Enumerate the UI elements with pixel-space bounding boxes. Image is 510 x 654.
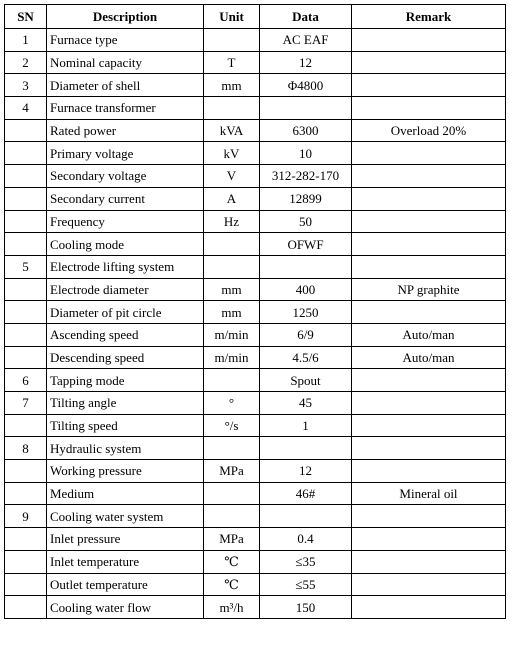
- cell-data: [260, 505, 352, 528]
- cell-description: Cooling water system: [47, 505, 204, 528]
- cell-description: Nominal capacity: [47, 51, 204, 74]
- cell-description: Hydraulic system: [47, 437, 204, 460]
- cell-description: Cooling mode: [47, 233, 204, 256]
- cell-remark: [352, 74, 506, 97]
- table-row: [5, 29, 506, 52]
- cell-remark: [352, 528, 506, 551]
- cell-remark: [352, 255, 506, 278]
- cell-unit: m/min: [204, 323, 260, 346]
- cell-description: Inlet temperature: [47, 550, 204, 573]
- cell-unit: Hz: [204, 210, 260, 233]
- cell-unit: kV: [204, 142, 260, 165]
- table-body: [5, 29, 506, 619]
- cell-unit: [204, 437, 260, 460]
- cell-sn: [5, 460, 47, 483]
- cell-sn: [5, 278, 47, 301]
- cell-description: Descending speed: [47, 346, 204, 369]
- cell-sn: 1: [5, 29, 47, 52]
- table-row: [5, 278, 506, 301]
- cell-data: 12899: [260, 187, 352, 210]
- cell-data: ≤35: [260, 550, 352, 573]
- cell-unit: [204, 505, 260, 528]
- cell-unit: ℃: [204, 573, 260, 596]
- table-row: [5, 369, 506, 392]
- cell-sn: [5, 301, 47, 324]
- cell-description: Outlet temperature: [47, 573, 204, 596]
- cell-description: Diameter of shell: [47, 74, 204, 97]
- cell-sn: [5, 323, 47, 346]
- cell-sn: [5, 187, 47, 210]
- cell-remark: NP graphite: [352, 278, 506, 301]
- table-row: [5, 414, 506, 437]
- table-row: [5, 187, 506, 210]
- table-row: [5, 392, 506, 415]
- cell-data: [260, 437, 352, 460]
- spec-table: [4, 4, 506, 619]
- cell-description: Inlet pressure: [47, 528, 204, 551]
- cell-data: 150: [260, 596, 352, 619]
- cell-description: Furnace transformer: [47, 97, 204, 120]
- cell-description: Rated power: [47, 119, 204, 142]
- cell-unit: m³/h: [204, 596, 260, 619]
- cell-data: 312-282-170: [260, 165, 352, 188]
- cell-remark: [352, 233, 506, 256]
- cell-unit: °: [204, 392, 260, 415]
- cell-remark: Overload 20%: [352, 119, 506, 142]
- cell-description: Cooling water flow: [47, 596, 204, 619]
- cell-description: Tilting angle: [47, 392, 204, 415]
- cell-unit: [204, 255, 260, 278]
- table-row: [5, 301, 506, 324]
- cell-description: Tapping mode: [47, 369, 204, 392]
- cell-sn: 4: [5, 97, 47, 120]
- cell-description: Secondary current: [47, 187, 204, 210]
- cell-remark: [352, 460, 506, 483]
- cell-unit: MPa: [204, 528, 260, 551]
- cell-data: 1250: [260, 301, 352, 324]
- cell-sn: [5, 346, 47, 369]
- cell-data: ≤55: [260, 573, 352, 596]
- cell-data: Φ4800: [260, 74, 352, 97]
- cell-unit: mm: [204, 301, 260, 324]
- table-row: [5, 142, 506, 165]
- table-row: [5, 550, 506, 573]
- cell-description: Electrode diameter: [47, 278, 204, 301]
- table-row: [5, 323, 506, 346]
- cell-unit: kVA: [204, 119, 260, 142]
- cell-remark: [352, 51, 506, 74]
- cell-unit: m/min: [204, 346, 260, 369]
- cell-data: Spout: [260, 369, 352, 392]
- cell-data: 6/9: [260, 323, 352, 346]
- cell-data: [260, 255, 352, 278]
- cell-remark: [352, 573, 506, 596]
- cell-sn: [5, 528, 47, 551]
- cell-remark: [352, 165, 506, 188]
- cell-data: AC EAF: [260, 29, 352, 52]
- cell-remark: [352, 97, 506, 120]
- cell-sn: [5, 550, 47, 573]
- cell-sn: [5, 573, 47, 596]
- cell-data: 12: [260, 51, 352, 74]
- cell-description: Frequency: [47, 210, 204, 233]
- cell-description: Furnace type: [47, 29, 204, 52]
- cell-remark: Auto/man: [352, 323, 506, 346]
- table-row: [5, 97, 506, 120]
- cell-sn: [5, 233, 47, 256]
- table-row: [5, 437, 506, 460]
- cell-data: 6300: [260, 119, 352, 142]
- cell-sn: [5, 142, 47, 165]
- cell-description: Primary voltage: [47, 142, 204, 165]
- cell-sn: [5, 482, 47, 505]
- cell-unit: °/s: [204, 414, 260, 437]
- cell-unit: A: [204, 187, 260, 210]
- cell-description: Working pressure: [47, 460, 204, 483]
- cell-remark: [352, 414, 506, 437]
- table-row: [5, 119, 506, 142]
- cell-remark: [352, 29, 506, 52]
- cell-remark: Mineral oil: [352, 482, 506, 505]
- cell-unit: T: [204, 51, 260, 74]
- cell-unit: MPa: [204, 460, 260, 483]
- cell-remark: [352, 437, 506, 460]
- cell-data: 400: [260, 278, 352, 301]
- cell-sn: 9: [5, 505, 47, 528]
- cell-description: Medium: [47, 482, 204, 505]
- cell-description: Tilting speed: [47, 414, 204, 437]
- cell-sn: [5, 414, 47, 437]
- cell-remark: [352, 301, 506, 324]
- table-row: [5, 505, 506, 528]
- table-row: [5, 596, 506, 619]
- table-row: [5, 74, 506, 97]
- cell-remark: Auto/man: [352, 346, 506, 369]
- table-row: [5, 51, 506, 74]
- cell-description: Ascending speed: [47, 323, 204, 346]
- table-row: [5, 346, 506, 369]
- cell-sn: [5, 596, 47, 619]
- cell-sn: 6: [5, 369, 47, 392]
- cell-description: Secondary voltage: [47, 165, 204, 188]
- cell-sn: 5: [5, 255, 47, 278]
- cell-data: 0.4: [260, 528, 352, 551]
- cell-sn: [5, 210, 47, 233]
- cell-data: 46#: [260, 482, 352, 505]
- table-row: [5, 482, 506, 505]
- cell-unit: [204, 233, 260, 256]
- cell-remark: [352, 369, 506, 392]
- header-unit: Unit: [204, 5, 260, 29]
- header-sn: SN: [5, 5, 47, 29]
- cell-remark: [352, 596, 506, 619]
- header-description: Description: [47, 5, 204, 29]
- cell-data: 12: [260, 460, 352, 483]
- cell-data: [260, 97, 352, 120]
- table-row: [5, 210, 506, 233]
- cell-unit: [204, 29, 260, 52]
- cell-remark: [352, 210, 506, 233]
- cell-data: 4.5/6: [260, 346, 352, 369]
- cell-unit: [204, 369, 260, 392]
- cell-unit: mm: [204, 278, 260, 301]
- header-row: [5, 5, 506, 29]
- cell-data: 45: [260, 392, 352, 415]
- cell-sn: 3: [5, 74, 47, 97]
- cell-remark: [352, 142, 506, 165]
- cell-unit: [204, 97, 260, 120]
- cell-unit: V: [204, 165, 260, 188]
- cell-unit: [204, 482, 260, 505]
- cell-remark: [352, 187, 506, 210]
- table-row: [5, 460, 506, 483]
- cell-sn: 2: [5, 51, 47, 74]
- header-data: Data: [260, 5, 352, 29]
- cell-unit: ℃: [204, 550, 260, 573]
- cell-sn: [5, 165, 47, 188]
- cell-unit: mm: [204, 74, 260, 97]
- cell-data: 10: [260, 142, 352, 165]
- cell-remark: [352, 550, 506, 573]
- cell-data: OFWF: [260, 233, 352, 256]
- cell-remark: [352, 505, 506, 528]
- table-row: [5, 255, 506, 278]
- cell-sn: 7: [5, 392, 47, 415]
- table-row: [5, 573, 506, 596]
- cell-sn: 8: [5, 437, 47, 460]
- table-row: [5, 165, 506, 188]
- cell-sn: [5, 119, 47, 142]
- cell-remark: [352, 392, 506, 415]
- cell-data: 50: [260, 210, 352, 233]
- header-remark: Remark: [352, 5, 506, 29]
- table-row: [5, 528, 506, 551]
- table-row: [5, 233, 506, 256]
- cell-description: Electrode lifting system: [47, 255, 204, 278]
- cell-description: Diameter of pit circle: [47, 301, 204, 324]
- cell-data: 1: [260, 414, 352, 437]
